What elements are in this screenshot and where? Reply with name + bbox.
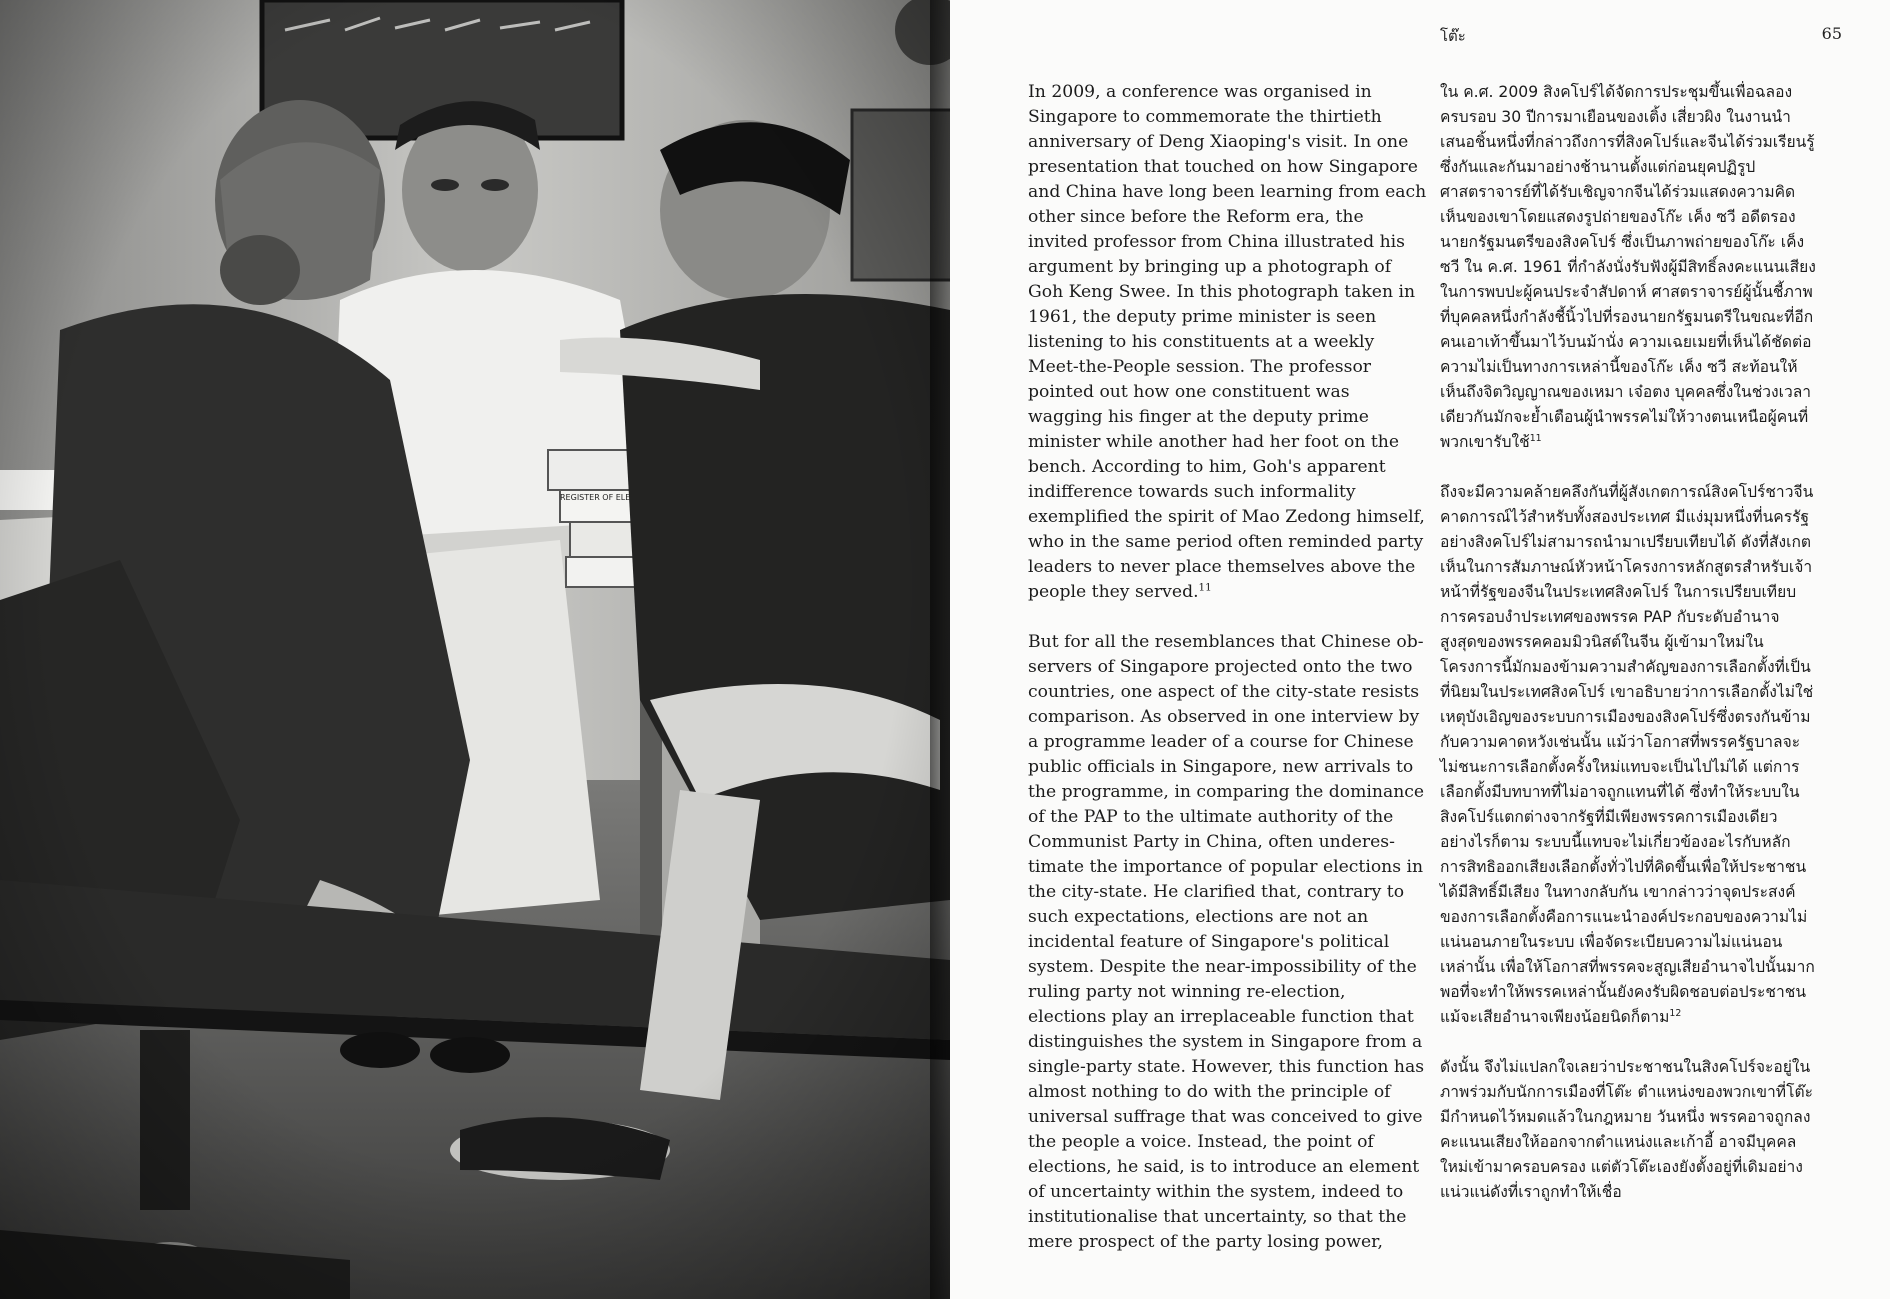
english-paragraph-1-text: In 2009, a conference was organised in Singapore to commemorate the thirtieth anniversary of Deng Xiaoping's visit. In one presentation that touched on how Singapore and China have long been learning from each other since before the Reform era, the invited professor from China illustrated his argument by bringing up a photograph of Goh Keng Swee. In this photograph taken in 1961, the deputy prime minister is seen listening to his constituents at a weekly Meet-the-People session. The professor pointed out how one constituent was wagging his finger at the deputy prime minister while another had her foot on the bench. According to him, Goh's apparent indifference towards such informality exemplified the spirit of Mao Zedong himself, who in the same period often reminded party leaders to never place themselves above the people they served. bbox=[1028, 82, 1427, 602]
thai-paragraph-1 bbox=[1440, 80, 1816, 455]
thai-column bbox=[1440, 80, 1816, 1230]
english-paragraph-2 bbox=[1028, 630, 1428, 1255]
english-paragraph-1 bbox=[1028, 80, 1428, 605]
thai-paragraph-1-text: ใน ค.ศ. 2009 สิงคโปร์ได้จัดการประชุมขึ้นเพื่อฉลองครบรอบ 30 ปีการมาเยือนของเติ้ง เสี่ยวผิง ในงานนำเสนอชิ้นหนึ่งที่กล่าวถึงการที่สิงคโปร์และจีนได้ร่วมเรียนรู้ซึ่งกันและกันมาอย่างช้านานตั้งแต่ก่อนยุคปฏิรูป ศาสตราจารย์ที่ได้รับเชิญจากจีนได้ร่วมแสดงความคิดเห็นของเขาโดยแสดงรูปถ่ายของโก๊ะ เค็ง ซวี อดีตรองนายกรัฐมนตรีของสิงคโปร์ ซึ่งเป็นภาพถ่ายของโก๊ะ เค็ง ซวี ใน ค.ศ. 1961 ที่กำลังนั่งรับฟังผู้มีสิทธิ์ลงคะแนนเสียงในการพบปะผู้คนประจำสัปดาห์ ศาสตราจารย์ผู้นั้นชี้ภาพที่บุคคลหนึ่งกำลังชี้นิ้วไปที่รองนายกรัฐมนตรีในขณะที่อีกคนเอาเท้าขึ้นมาไว้บนม้านั่ง ความเฉยเมยที่เห็นได้ชัดต่อความไม่เป็นทางการเหล่านี้ของโก๊ะ เค็ง ซวี สะท้อนให้เห็นถึงจิตวิญญาณของเหมา เจ๋อตง บุคคลซึ่งในช่วงเวลาเดียวกันมักจะย้ำเตือนผู้นำพรรคไม่ให้วางตนเหนือผู้คนที่พวกเขารับใช้ bbox=[1440, 83, 1816, 451]
thai-paragraph-3-text: ดังนั้น จึงไม่แปลกใจเลยว่าประชาชนในสิงคโปร์จะอยู่ในภาพร่วมกับนักการเมืองที่โต๊ะ ตำแหน่งของพวกเขาที่โต๊ะมีกำหนดไว้หมดแล้วในกฎหมาย วันหนึ่ง พรรคอาจถูกลงคะแนนเสียงให้ออกจากตำแหน่งและเก้าอี้ อาจมีบุคคลใหม่เข้ามาครอบครอง แต่ตัวโต๊ะเองยังตั้งอยู่ที่เดิมอย่างแน่วแน่ดังที่เราถูกทำให้เชื่อ bbox=[1440, 1058, 1813, 1201]
english-paragraph-2-text: But for all the resemblances that Chinese observers of Singapore projected onto the two countries, one aspect of the city-state resists comparison. As observed in one interview by a programme leader of a course for Chinese public officials in Singapore, new arrivals to the programme, in comparing the dominance of the PAP to the ultimate authority of the Communist Party in China, often underestimate the importance of popular elections in the city-state. He clarified that, contrary to such expectations, elections are not an incidental feature of Singapore's political system. Despite the near-impossibility of the ruling party not winning re-election, elections play an irreplaceable function that distinguishes the system in Singapore from a single-party state. However, this function has almost nothing to do with the principle of universal suffrage that was conceived to give the people a voice. Instead, the point of elections, he said, is to introduce an element of uncertainty within the system, indeed to institutionalise that uncertainty, so that the mere prospect of the party losing power, bbox=[1028, 632, 1425, 1252]
thai-paragraph-3 bbox=[1440, 1055, 1816, 1205]
running-head: โต๊ะ bbox=[1440, 27, 1466, 45]
page-number: 65 bbox=[1821, 24, 1842, 43]
english-column bbox=[1028, 80, 1428, 1280]
text-page bbox=[950, 0, 1890, 1299]
thai-paragraph-2 bbox=[1440, 480, 1816, 1030]
footnote-marker: 11 bbox=[1529, 432, 1542, 444]
thai-paragraph-2-text: ถึงจะมีความคล้ายคลึงกันที่ผู้สังเกตการณ์สิงคโปร์ชาวจีนคาดการณ์ไว้สำหรับทั้งสองประเทศ มีแง่มุมหนึ่งที่นครรัฐอย่างสิงคโปร์ไม่สามารถนำมาเปรียบเทียบได้ ดังที่สังเกตเห็นในการสัมภาษณ์หัวหน้าโครงการหลักสูตรสำหรับเจ้าหน้าที่รัฐของจีนในประเทศสิงคโปร์ ในการเปรียบเทียบการครอบงำประเทศของพรรค PAP กับระดับอำนาจสูงสุดของพรรคคอมมิวนิสต์ในจีน ผู้เข้ามาใหม่ในโครงการนี้มักมองข้ามความสำคัญของการเลือกตั้งที่เป็นที่นิยมในประเทศสิงคโปร์ เขาอธิบายว่าการเลือกตั้งไม่ใช่เหตุบังเอิญของระบบการเมืองของสิงคโปร์ซึ่งตรงกันข้ามกับความคาดหวังเช่นนั้น แม้ว่าโอกาสที่พรรครัฐบาลจะไม่ชนะการเลือกตั้งครั้งใหม่แทบจะเป็นไปไม่ได้ แต่การเลือกตั้งมีบทบาทที่ไม่อาจถูกแทนที่ได้ ซึ่งทำให้ระบบในสิงคโปร์แตกต่างจากรัฐที่มีเพียงพรรคการเมืองเดียว อย่างไรก็ตาม ระบบนี้แทบจะไม่เกี่ยวข้องอะไรกับหลักการสิทธิออกเสียงเลือกตั้งทั่วไปที่คิดขึ้นเพื่อให้ประชาชนได้มีสิทธิ์มีเสียง ในทางกลับกัน เขากล่าวว่าจุดประสงค์ของการเลือกตั้งคือการแนะนำองค์ประกอบของความไม่แน่นอนภายในระบบ เพื่อจัดระเบียบความไม่แน่นอนเหล่านั้น เพื่อให้โอกาสที่พรรคจะสูญเสียอำนาจไปนั้นมากพอที่จะทำให้พรรคเหล่านั้นยังคงรับผิดชอบต่อประชาชนแม้จะเสียอำนาจเพียงน้อยนิดก็ตาม bbox=[1440, 483, 1815, 1026]
footnote-marker: 12 bbox=[1669, 1007, 1682, 1019]
footnote-marker: 11 bbox=[1198, 581, 1212, 594]
